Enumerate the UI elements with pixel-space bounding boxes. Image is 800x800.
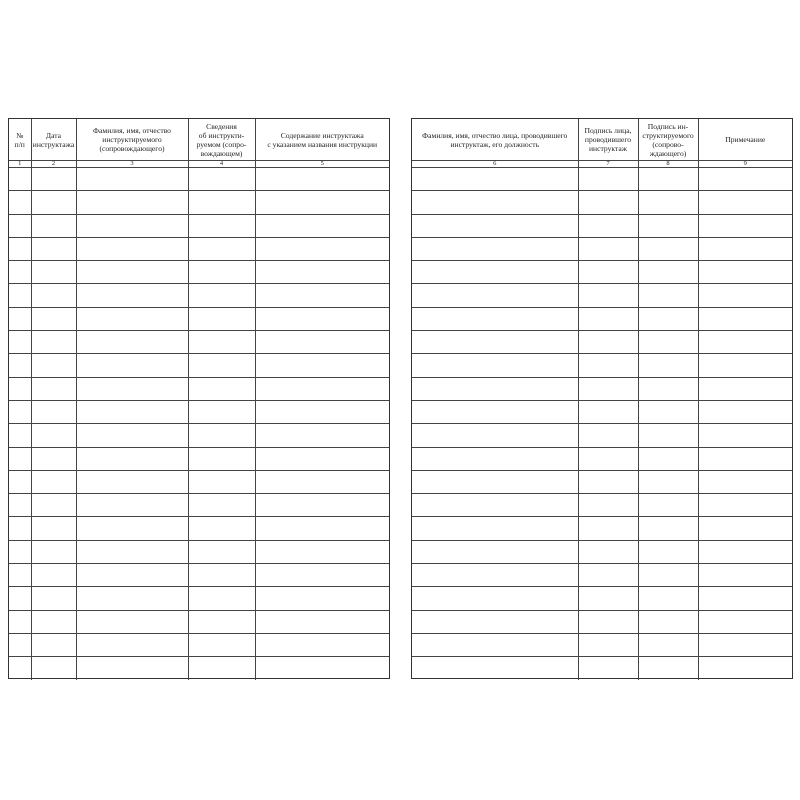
table-row (412, 214, 792, 237)
entry-cell[interactable] (255, 307, 389, 330)
entry-cell[interactable] (188, 470, 255, 493)
entry-cell[interactable] (76, 587, 188, 610)
entry-cell[interactable] (255, 564, 389, 587)
table-row (9, 307, 389, 330)
entry-cell[interactable] (578, 191, 638, 214)
entry-cell[interactable] (638, 214, 698, 237)
entry-cell[interactable] (9, 168, 31, 191)
entry-cell[interactable] (9, 237, 31, 260)
entry-cell[interactable] (412, 168, 578, 191)
table-row (412, 517, 792, 540)
entry-cell[interactable] (412, 354, 578, 377)
entry-cell[interactable] (9, 633, 31, 656)
entry-cell[interactable] (9, 400, 31, 423)
entry-cell[interactable] (9, 517, 31, 540)
table-row (9, 237, 389, 260)
entry-cell[interactable] (31, 168, 76, 191)
entry-cell[interactable] (188, 261, 255, 284)
table-row (412, 633, 792, 656)
entry-cell[interactable] (31, 587, 76, 610)
entry-cell[interactable] (31, 564, 76, 587)
entry-cell[interactable] (188, 633, 255, 656)
entry-cell[interactable] (698, 331, 792, 354)
entry-cell[interactable] (638, 261, 698, 284)
entry-cell[interactable] (76, 540, 188, 563)
entry-cell[interactable] (76, 377, 188, 400)
entry-cell[interactable] (188, 424, 255, 447)
entry-cell[interactable] (638, 633, 698, 656)
table-row (412, 168, 792, 191)
entry-cell[interactable] (638, 377, 698, 400)
column-number-row (9, 161, 389, 168)
entry-cell[interactable] (9, 424, 31, 447)
entry-cell[interactable] (638, 191, 698, 214)
table-row (412, 261, 792, 284)
table-row (9, 587, 389, 610)
column-number: 1 (9, 161, 31, 168)
column-number: 5 (255, 161, 389, 168)
entry-cell[interactable] (76, 447, 188, 470)
entry-cell[interactable] (76, 400, 188, 423)
entry-cell[interactable] (698, 191, 792, 214)
entry-cell[interactable] (188, 564, 255, 587)
entry-cell[interactable] (638, 610, 698, 633)
entry-cell[interactable] (698, 354, 792, 377)
entry-cell[interactable] (698, 633, 792, 656)
entry-cell[interactable] (31, 517, 76, 540)
entry-cell[interactable] (638, 237, 698, 260)
entry-cell[interactable] (31, 400, 76, 423)
table-row (9, 657, 389, 680)
entry-cell[interactable] (188, 657, 255, 680)
column-number: 6 (412, 161, 578, 168)
entry-cell[interactable] (31, 540, 76, 563)
entry-cell[interactable] (578, 331, 638, 354)
entry-cell[interactable] (578, 564, 638, 587)
entry-cell[interactable] (188, 168, 255, 191)
entry-cell[interactable] (255, 168, 389, 191)
entry-cell[interactable] (188, 284, 255, 307)
entry-cell[interactable] (412, 494, 578, 517)
entry-cell[interactable] (578, 400, 638, 423)
entry-cell[interactable] (638, 587, 698, 610)
entry-cell[interactable] (698, 494, 792, 517)
entry-cell[interactable] (638, 447, 698, 470)
entry-cell[interactable] (31, 307, 76, 330)
header-note: Примечание (698, 119, 792, 161)
table-row (9, 470, 389, 493)
table-row (412, 377, 792, 400)
entry-cell[interactable] (698, 610, 792, 633)
header-trainee-name: Фамилия, имя, отчество инструктируемого (сопровождающего) (76, 119, 188, 161)
entry-cell[interactable] (638, 284, 698, 307)
header-row (9, 119, 389, 161)
entry-cell[interactable] (255, 284, 389, 307)
entry-cell[interactable] (188, 494, 255, 517)
entry-cell[interactable] (76, 307, 188, 330)
entry-cell[interactable] (578, 307, 638, 330)
entry-cell[interactable] (412, 587, 578, 610)
entry-cell[interactable] (638, 540, 698, 563)
column-number: 9 (698, 161, 792, 168)
header-instructor-signature: Подпись лица, проводившего инструктаж (578, 119, 638, 161)
entry-cell[interactable] (31, 237, 76, 260)
header-trainee-signature: Подпись ин- структируемого (сопрово- ждающего) (638, 119, 698, 161)
entry-cell[interactable] (698, 447, 792, 470)
table-row (412, 284, 792, 307)
entry-cell[interactable] (255, 424, 389, 447)
entry-cell[interactable] (698, 564, 792, 587)
entry-cell[interactable] (76, 517, 188, 540)
entry-cell[interactable] (638, 424, 698, 447)
entry-cell[interactable] (76, 237, 188, 260)
table-row (9, 400, 389, 423)
entry-cell[interactable] (31, 354, 76, 377)
entry-cell[interactable] (9, 191, 31, 214)
table-row (412, 354, 792, 377)
entry-cell[interactable] (31, 494, 76, 517)
entry-cell[interactable] (578, 494, 638, 517)
entry-cell[interactable] (9, 657, 31, 680)
entry-cell[interactable] (578, 237, 638, 260)
entry-cell[interactable] (9, 214, 31, 237)
entry-cell[interactable] (76, 214, 188, 237)
entry-cell[interactable] (698, 587, 792, 610)
entry-cell[interactable] (578, 284, 638, 307)
entry-cell[interactable] (412, 214, 578, 237)
entry-cell[interactable] (578, 354, 638, 377)
entry-cell[interactable] (9, 377, 31, 400)
entry-cell[interactable] (412, 261, 578, 284)
entry-cell[interactable] (76, 470, 188, 493)
column-number: 4 (188, 161, 255, 168)
entry-cell[interactable] (188, 447, 255, 470)
header-trainee-info: Сведения об инструкти- руемом (сопро- вождающем) (188, 119, 255, 161)
entry-cell[interactable] (31, 447, 76, 470)
entry-cell[interactable] (9, 587, 31, 610)
entry-cell[interactable] (9, 540, 31, 563)
table-row (412, 587, 792, 610)
entry-cell[interactable] (698, 400, 792, 423)
entry-cell[interactable] (31, 214, 76, 237)
header-date: Дата инструктажа (31, 119, 76, 161)
entry-cell[interactable] (31, 424, 76, 447)
journal-left-page (8, 118, 390, 679)
entry-cell[interactable] (638, 517, 698, 540)
entry-cell[interactable] (638, 564, 698, 587)
entry-cell[interactable] (9, 447, 31, 470)
entry-cell[interactable] (188, 400, 255, 423)
entry-cell[interactable] (255, 633, 389, 656)
table-row (412, 400, 792, 423)
entry-cell[interactable] (76, 168, 188, 191)
entry-cell[interactable] (698, 214, 792, 237)
entry-cell[interactable] (578, 377, 638, 400)
entry-cell[interactable] (31, 261, 76, 284)
table-row (9, 191, 389, 214)
entry-cell[interactable] (76, 284, 188, 307)
entry-cell[interactable] (188, 517, 255, 540)
entry-cell[interactable] (255, 540, 389, 563)
entry-cell[interactable] (578, 470, 638, 493)
table-row (9, 354, 389, 377)
entry-cell[interactable] (578, 214, 638, 237)
entry-cell[interactable] (412, 447, 578, 470)
entry-cell[interactable] (638, 331, 698, 354)
table-row (412, 191, 792, 214)
entry-cell[interactable] (698, 237, 792, 260)
entry-cell[interactable] (412, 633, 578, 656)
entry-cell[interactable] (76, 633, 188, 656)
entry-cell[interactable] (9, 261, 31, 284)
entry-cell[interactable] (31, 657, 76, 680)
header-instruction-content: Содержание инструктажа с указанием названия инструкции (255, 119, 389, 161)
entry-cell[interactable] (578, 610, 638, 633)
table-row (412, 657, 792, 680)
entry-cell[interactable] (698, 307, 792, 330)
entry-cell[interactable] (412, 400, 578, 423)
entry-cell[interactable] (76, 354, 188, 377)
journal-right-page (411, 118, 793, 679)
entry-cell[interactable] (76, 424, 188, 447)
table-row (9, 610, 389, 633)
table-row (412, 237, 792, 260)
entry-cell[interactable] (255, 657, 389, 680)
entry-cell[interactable] (255, 494, 389, 517)
entry-cell[interactable] (412, 307, 578, 330)
table-row (9, 633, 389, 656)
entry-cell[interactable] (412, 237, 578, 260)
entry-cell[interactable] (698, 284, 792, 307)
entry-cell[interactable] (255, 214, 389, 237)
entry-cell[interactable] (255, 354, 389, 377)
entry-cell[interactable] (188, 214, 255, 237)
table-row (412, 424, 792, 447)
entry-cell[interactable] (638, 657, 698, 680)
entry-cell[interactable] (9, 354, 31, 377)
entry-cell[interactable] (255, 377, 389, 400)
table-row (412, 494, 792, 517)
entry-cell[interactable] (9, 470, 31, 493)
entry-cell[interactable] (255, 331, 389, 354)
column-number: 2 (31, 161, 76, 168)
entry-cell[interactable] (255, 261, 389, 284)
entry-cell[interactable] (698, 517, 792, 540)
entry-cell[interactable] (698, 377, 792, 400)
entry-cell[interactable] (638, 307, 698, 330)
entry-cell[interactable] (76, 610, 188, 633)
entry-cell[interactable] (638, 354, 698, 377)
entry-cell[interactable] (9, 284, 31, 307)
entry-cell[interactable] (698, 424, 792, 447)
column-number: 8 (638, 161, 698, 168)
entry-cell[interactable] (578, 517, 638, 540)
entry-cell[interactable] (76, 657, 188, 680)
entry-cell[interactable] (76, 564, 188, 587)
entry-cell[interactable] (412, 331, 578, 354)
entry-cell[interactable] (188, 587, 255, 610)
entry-cell[interactable] (9, 307, 31, 330)
entry-cell[interactable] (638, 470, 698, 493)
header-row (412, 119, 792, 161)
column-number: 7 (578, 161, 638, 168)
header-instructor-name: Фамилия, имя, отчество лица, проводившего инструктаж, его должность (412, 119, 578, 161)
table-row (9, 331, 389, 354)
entry-cell[interactable] (31, 377, 76, 400)
entry-cell[interactable] (638, 400, 698, 423)
entry-cell[interactable] (31, 470, 76, 493)
entry-cell[interactable] (698, 168, 792, 191)
entry-cell[interactable] (638, 168, 698, 191)
entry-cell[interactable] (255, 191, 389, 214)
entry-cell[interactable] (76, 191, 188, 214)
entry-cell[interactable] (412, 610, 578, 633)
entry-cell[interactable] (412, 191, 578, 214)
entry-cell[interactable] (578, 657, 638, 680)
entry-cell[interactable] (412, 564, 578, 587)
entry-cell[interactable] (9, 610, 31, 633)
entry-cell[interactable] (698, 657, 792, 680)
entry-cell[interactable] (188, 191, 255, 214)
instruction-table-right (412, 119, 792, 680)
entry-cell[interactable] (255, 237, 389, 260)
table-row (9, 168, 389, 191)
entry-cell[interactable] (578, 633, 638, 656)
entry-cell[interactable] (9, 564, 31, 587)
entry-cell[interactable] (578, 447, 638, 470)
entry-cell[interactable] (76, 261, 188, 284)
entry-cell[interactable] (188, 377, 255, 400)
entry-cell[interactable] (9, 494, 31, 517)
table-row (412, 564, 792, 587)
entry-cell[interactable] (255, 587, 389, 610)
table-row (412, 307, 792, 330)
header-number: № п/п (9, 119, 31, 161)
table-row (9, 447, 389, 470)
entry-cell[interactable] (188, 307, 255, 330)
entry-cell[interactable] (188, 331, 255, 354)
table-row (9, 424, 389, 447)
entry-cell[interactable] (412, 284, 578, 307)
entry-cell[interactable] (76, 331, 188, 354)
column-number: 3 (76, 161, 188, 168)
entry-cell[interactable] (9, 331, 31, 354)
entry-cell[interactable] (188, 354, 255, 377)
entry-cell[interactable] (412, 470, 578, 493)
entry-cell[interactable] (578, 540, 638, 563)
entry-cell[interactable] (638, 494, 698, 517)
entry-cell[interactable] (412, 657, 578, 680)
entry-cell[interactable] (188, 237, 255, 260)
entry-cell[interactable] (31, 191, 76, 214)
table-row (9, 214, 389, 237)
entry-cell[interactable] (698, 261, 792, 284)
entry-cell[interactable] (578, 424, 638, 447)
entry-cell[interactable] (31, 610, 76, 633)
entry-cell[interactable] (412, 540, 578, 563)
column-number-row (412, 161, 792, 168)
entry-cell[interactable] (578, 587, 638, 610)
entry-cell[interactable] (698, 470, 792, 493)
entry-cell[interactable] (255, 610, 389, 633)
table-row (9, 261, 389, 284)
instruction-table-left (9, 119, 389, 680)
entry-cell[interactable] (255, 400, 389, 423)
table-row (412, 331, 792, 354)
entry-cell[interactable] (412, 424, 578, 447)
entry-cell[interactable] (76, 494, 188, 517)
entry-cell[interactable] (188, 610, 255, 633)
table-row (9, 494, 389, 517)
entry-cell[interactable] (412, 517, 578, 540)
table-row (9, 540, 389, 563)
entry-cell[interactable] (31, 331, 76, 354)
entry-cell[interactable] (255, 447, 389, 470)
entry-cell[interactable] (188, 540, 255, 563)
table-row (9, 564, 389, 587)
table-row (9, 284, 389, 307)
table-row (412, 610, 792, 633)
table-row (9, 377, 389, 400)
entry-cell[interactable] (31, 284, 76, 307)
table-row (412, 540, 792, 563)
table-row (412, 470, 792, 493)
entry-cell[interactable] (31, 633, 76, 656)
entry-cell[interactable] (698, 540, 792, 563)
entry-cell[interactable] (255, 517, 389, 540)
entry-cell[interactable] (255, 470, 389, 493)
table-row (412, 447, 792, 470)
entry-cell[interactable] (412, 377, 578, 400)
entry-cell[interactable] (578, 261, 638, 284)
entry-cell[interactable] (578, 168, 638, 191)
table-row (9, 517, 389, 540)
